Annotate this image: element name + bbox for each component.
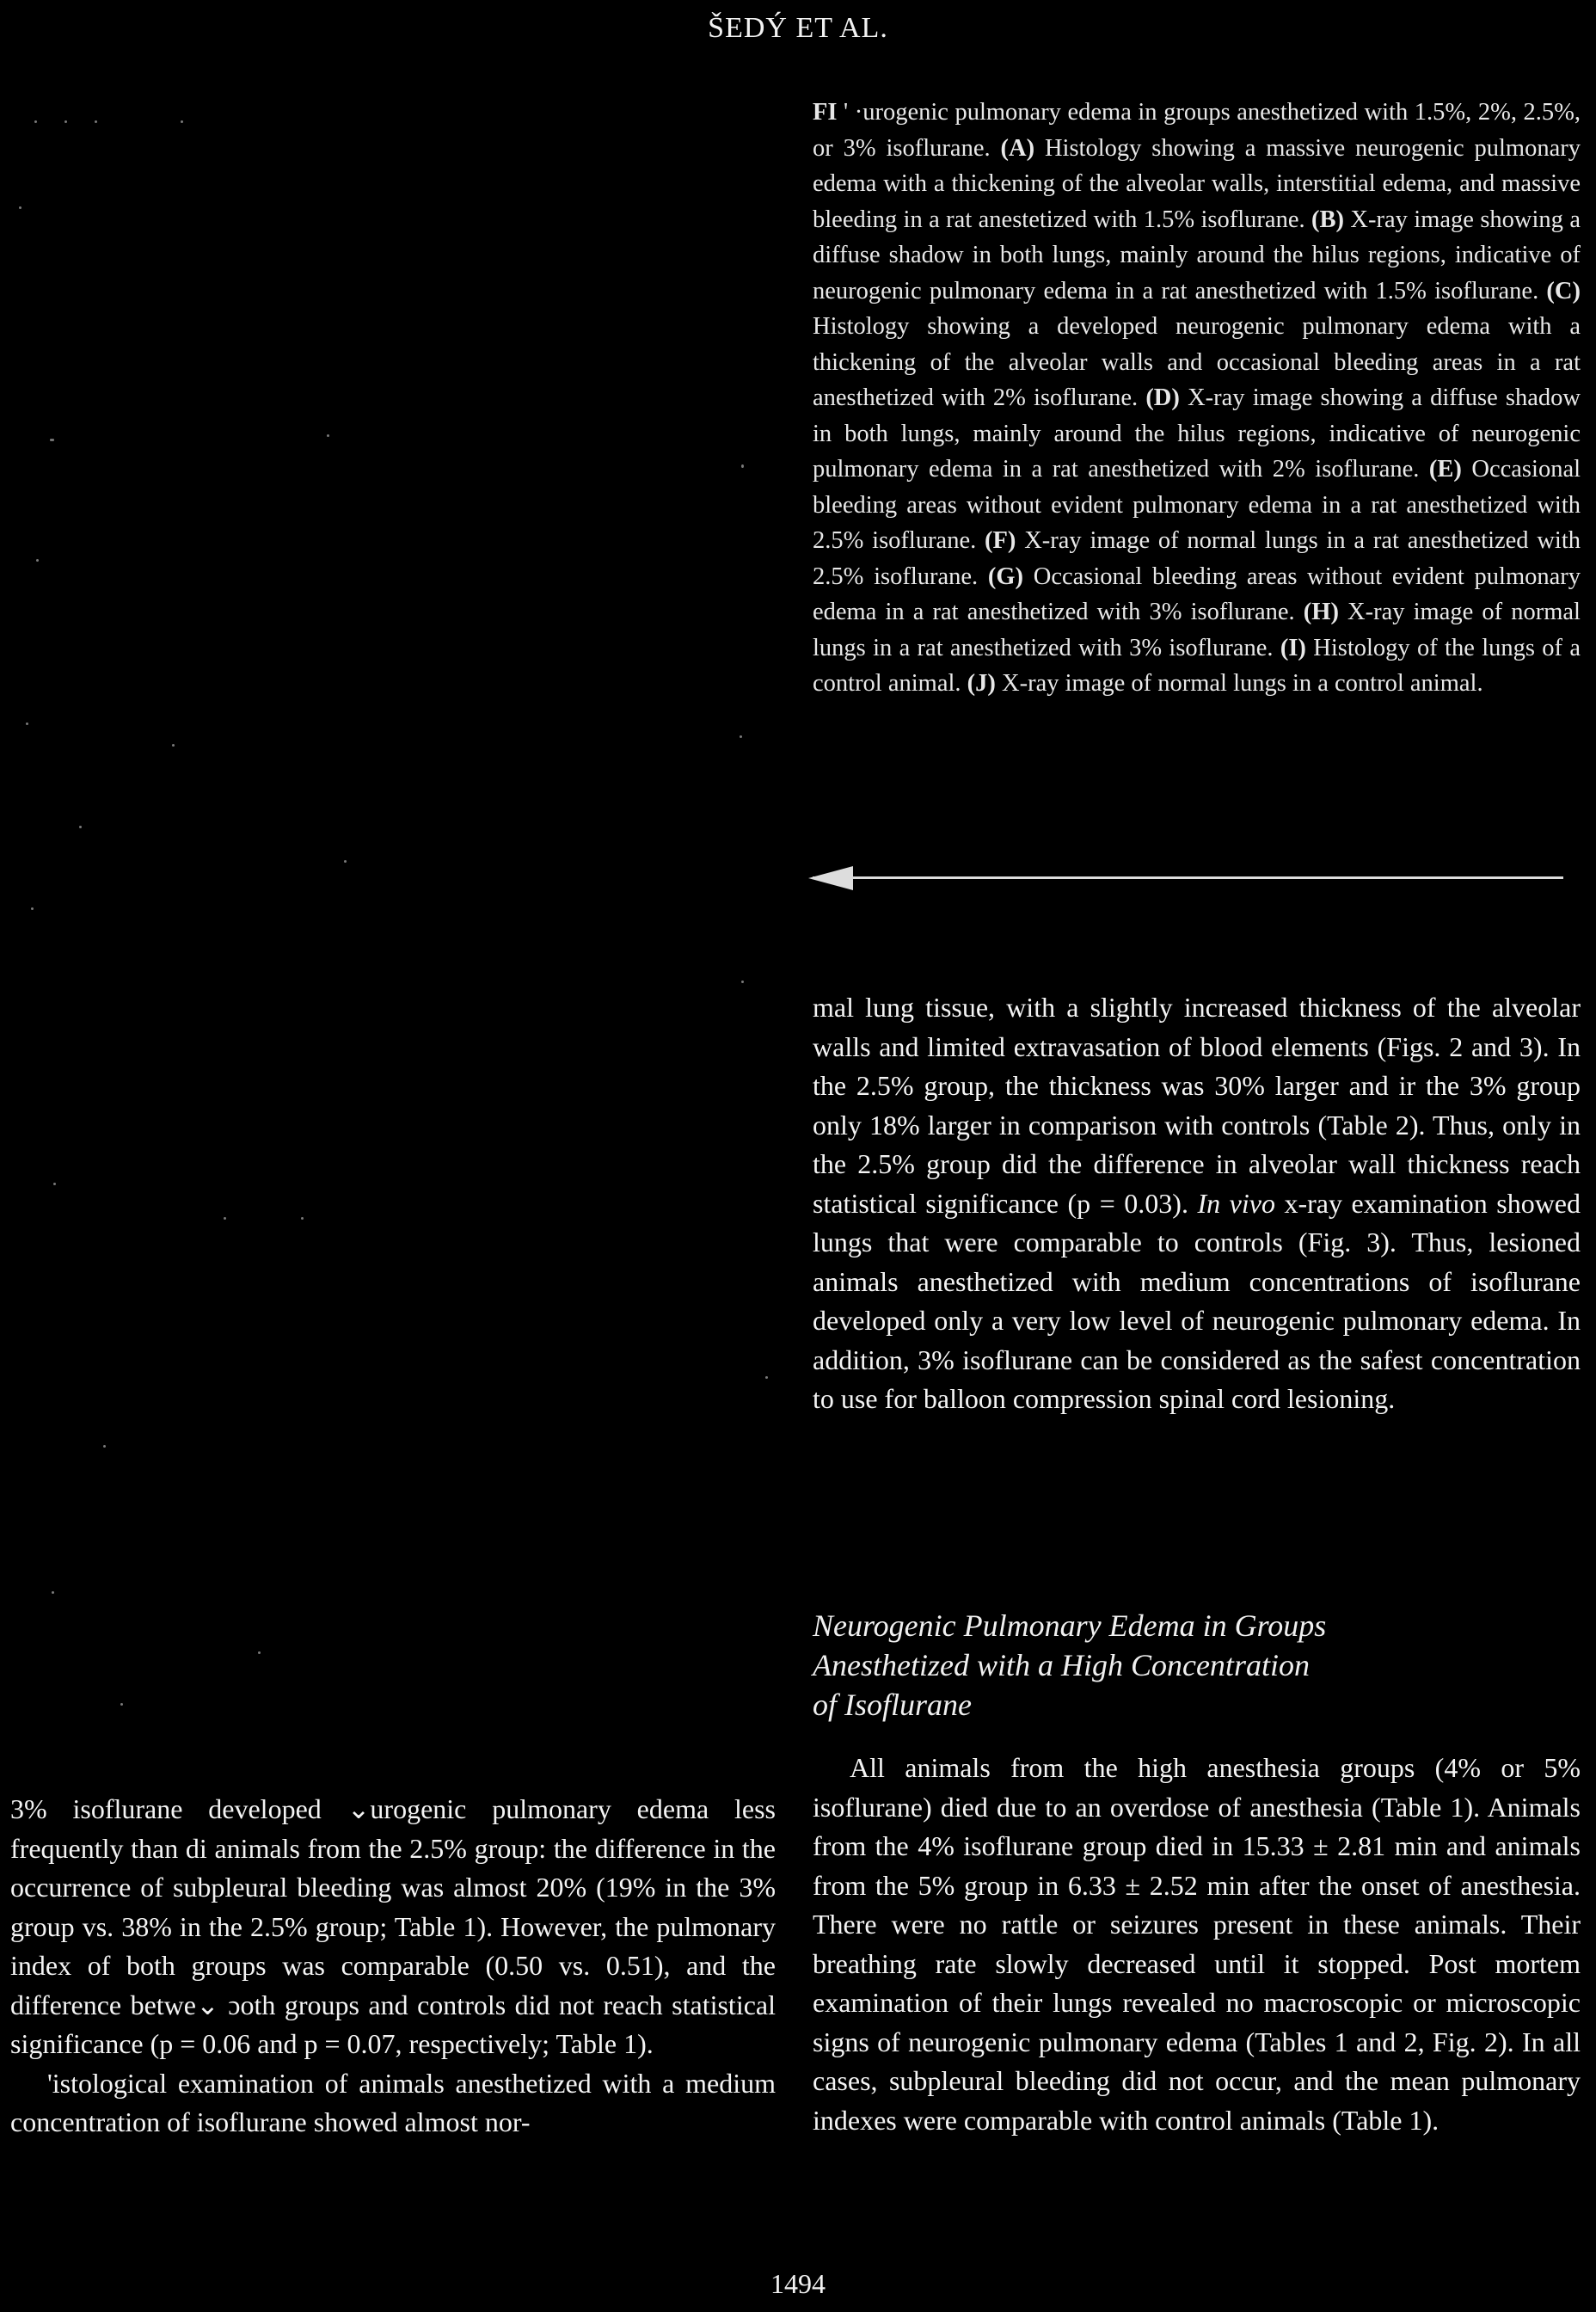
caption-text: X-ray image of normal lungs in a rat anesthetized with 3% isoflurane. xyxy=(813,599,1581,661)
caption-text: Histology of the lungs of a control animal. xyxy=(813,634,1581,697)
arrow-left-icon xyxy=(808,866,853,890)
speck xyxy=(181,120,183,123)
section-heading xyxy=(813,1606,1581,1725)
caption-key: (F) xyxy=(985,527,1016,554)
caption-text: Occasional bleeding areas without evident pulmonary edema in a rat anesthetized with 2.5% isoflurane. xyxy=(813,456,1581,554)
speck xyxy=(120,1703,123,1706)
speck xyxy=(740,735,742,738)
caption-text: X-ray image of normal lungs in a control animal. xyxy=(995,670,1483,697)
caption-text: Occasional bleeding areas without evident pulmonary edema in a rat anesthetized with 3% isoflurane. xyxy=(813,563,1581,625)
speck xyxy=(36,559,39,562)
caption-key: (J) xyxy=(967,670,996,697)
right-column-paragraph-2: All animals from the high anesthesia groups (4% or 5% isoflurane) died due to an overdose of anesthesia (Table 1). Animals from the 4% isoflurane group died in 15.33 ± 2.81 min and animals from the 5% group in 6.33 ± 2.52 min after the onset of anesthesia. There were no rattle or seizures present in these animals. Their breathing rate slowly decreased until it stopped. Post mortem examination of their lungs revealed no macroscopic or microscopic signs of neurogenic pulmonary edema (Tables 1 and 2, Fig. 2). In all cases, subpleural bleeding did not occur, and the mean pulmonary indexes were comparable with control animals (Table 1). xyxy=(813,1752,1581,2136)
caption-intro: ' ·urogenic pulmonary edema in groups anesthetized with 1.5%, 2%, 2.5%, or 3% isoflurane. xyxy=(813,99,1581,162)
caption-key: (C) xyxy=(1546,277,1581,304)
right-column-paragraph xyxy=(813,988,1581,1419)
caption-key: (H) xyxy=(1303,599,1339,625)
italic-term: In vivo xyxy=(1197,1187,1275,1219)
section-heading-line: Neurogenic Pulmonary Edema in Groups xyxy=(813,1608,1327,1643)
speck xyxy=(741,464,744,468)
left-column xyxy=(10,1790,776,2143)
speck xyxy=(19,206,21,209)
speck xyxy=(64,120,67,123)
caption-key: (G) xyxy=(987,563,1024,590)
caption-key: (B) xyxy=(1311,206,1345,233)
section-heading-line: Anesthetized with a High Concentration xyxy=(813,1648,1310,1682)
section-heading-line: of Isoflurane xyxy=(813,1688,972,1722)
paragraph-text: x-ray examination showed lungs that were comparable to controls (Fig. 3). Thus, lesioned animals anesthetized with medium concentrations of isoflurane developed only a very low level of neurogenic pulmonary edema. In addition, 3% isoflurane can be considered as the safest concentration to use for balloon compression spinal cord lesioning. xyxy=(813,1187,1581,1414)
speck xyxy=(31,907,34,910)
caption-text: Histology showing a massive neurogenic pulmonary edema with a thickening of the alveolar walls, interstitial edema, and massive bleeding in a rat anestetized with 1.5% isoflurane. xyxy=(813,134,1581,233)
blank-figure-area xyxy=(0,103,791,1806)
running-head: ŠEDÝ ET AL. xyxy=(708,12,888,44)
paragraph-text: mal lung tissue, with a slightly increased thickness of the alveolar walls and limited extravasation of blood elements (Figs. 2 and 3). In the 2.5% group, the thickness was 30% larger and ir the 3% group only 18% larger in comparison with controls (Table 2). Thus, only in the 2.5% group did the difference in alveolar wall thickness reach statistical significance (p = 0.03). xyxy=(813,992,1581,1219)
speck xyxy=(765,1376,768,1379)
left-paragraph-2: 'istological examination of animals anesthetized with a medium concentration of isoflurane showed almost nor- xyxy=(10,2067,776,2137)
speck xyxy=(52,1591,54,1594)
speck xyxy=(258,1651,261,1654)
caption-key: (D) xyxy=(1145,384,1180,411)
speck xyxy=(301,1217,304,1220)
speck xyxy=(79,826,82,828)
caption-key: (E) xyxy=(1428,456,1462,483)
speck xyxy=(172,744,175,747)
caption-text: X-ray image showing a diffuse shadow in both lungs, mainly around the hilus regions, indicative of neurogenic pulmonary edema in a rat anesthetized with 2% isoflurane. xyxy=(813,384,1581,483)
caption-key: (I) xyxy=(1280,634,1306,661)
speck xyxy=(26,722,28,725)
speck xyxy=(34,120,37,123)
caption-text: Histology showing a developed neurogenic pulmonary edema with a thickening of the alveolar walls and occasional bleeding areas in a rat anesthetized with 2% isoflurane. xyxy=(813,313,1581,411)
speck xyxy=(327,434,329,437)
page-number: 1494 xyxy=(770,2268,826,2299)
caption-text: X-ray image showing a diffuse shadow in both lungs, mainly around the hilus regions, indicative of neurogenic pulmonary edema in a rat anesthetized with 1.5% isoflurane. xyxy=(813,206,1581,304)
caption-key: (A) xyxy=(1000,134,1035,162)
figure-label: FI xyxy=(813,99,838,126)
speck xyxy=(53,1183,56,1185)
speck xyxy=(103,1445,106,1448)
speck xyxy=(741,981,744,983)
speck xyxy=(50,439,52,441)
caption-rule xyxy=(813,876,1563,879)
speck xyxy=(344,860,347,863)
figure-caption xyxy=(813,95,1581,702)
caption-text: X-ray image of normal lungs in a rat anesthetized with 2.5% isoflurane. xyxy=(813,527,1581,590)
speck xyxy=(95,120,97,123)
speck xyxy=(224,1217,226,1220)
left-paragraph-1: 3% isoflurane developed ⌄urogenic pulmonary edema less frequently than di animals from the 2.5% group: the difference in the occurrence of subpleural bleeding was almost 20% (19% in the 3% group vs. 38% in the 2.5% group; Table 1). However, the pulmonary index of both groups was comparable (0.50 vs. 0.51), and the difference betwe⌄ ɔoth groups and controls did not reach statistical significance (p = 0.06 and p = 0.07, respectively; Table 1). xyxy=(10,1793,776,2059)
